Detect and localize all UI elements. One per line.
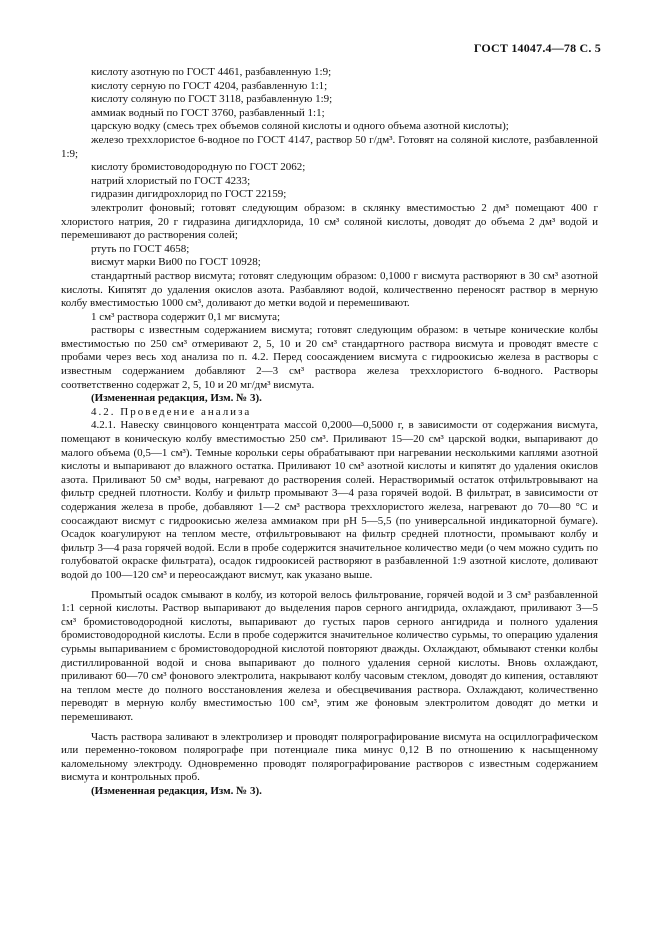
- document-body: [61, 66, 598, 798]
- reagent-item: гидразин дигидрохлорид по ГОСТ 22159;: [91, 188, 287, 201]
- reagent-item: натрий хлористый по ГОСТ 4233;: [91, 174, 251, 187]
- procedure-paragraph: Промытый осадок смывают в колбу, из которой велось фильтрование, горячей водой и 3 см³ разбавленной 1:1 серной кислоты. Раствор выпаривают до выделения паров серного ангидрида, охлаждают, приливают 3—5 см³ бромистоводородной кислоты, выпаривают до густых паров серного ангидрида и полного удаления бромистоводородной кислоты. Если в пробе содержится значительное количество сурьмы, то операцию удаления сурьмы выпариванием с бромистоводородной кислотой повторяют дважды. Охлаждают, обмывают стенки колбы дистиллированной водой и снова выпаривают до полного удаления серной кислоты. Вновь охлаждают, приливают 60—70 см³ фонового электролита, накрывают колбу часовым стеклом, доводят до кипения, оставляют на теплом месте до полного восстановления железа и обесцвечивания раствора. Охлаждают, количественно переводят в мерную колбу вместимостью 100 см³, этим же фоновым электролитом доводят до метки и перемешивают.: [61, 588, 598, 723]
- reagent-item: царскую водку (смесь трех объемов соляной кислоты и одного объема азотной кислоты);: [91, 120, 509, 133]
- reagent-item: висмут марки Ви00 по ГОСТ 10928;: [91, 256, 261, 269]
- reagent-item: растворы с известным содержанием висмута; готовят следующим образом: в четыре конические колбы вместимостью по 250 см³ отмеривают 2, 5, 10 и 20 см³ стандартного раствора висмута и проводят вместе с пробами через весь ход анализа по п. 4.2. Перед соосаждением висмута с гидроокисью железа в растворы с известным содержанием добавляют 2—3 см³ раствора железа треххлористого 6-водного. Растворы соответственно содержат 2, 5, 10 и 20 мг/дм³ висмута.: [61, 324, 598, 391]
- reagent-item: аммиак водный по ГОСТ 3760, разбавленный 1:1;: [91, 106, 325, 119]
- edit-note: (Измененная редакция, Изм. № 3).: [91, 784, 262, 797]
- reagent-item: кислоту серную по ГОСТ 4204, разбавленную 1:1;: [91, 79, 328, 92]
- reagent-item: железо треххлористое 6-водное по ГОСТ 4147, раствор 50 г/дм³. Готовят на соляной кислоте, разбавленной 1:9;: [61, 133, 598, 160]
- page-header: ГОСТ 14047.4—78 С. 5: [473, 41, 601, 55]
- edit-note: (Измененная редакция, Изм. № 3).: [91, 392, 262, 405]
- reagent-item: 1 см³ раствора содержит 0,1 мг висмута;: [91, 310, 281, 323]
- reagent-item: кислоту бромистоводородную по ГОСТ 2062;: [91, 161, 306, 174]
- procedure-paragraph: Часть раствора заливают в электролизер и проводят полярографирование висмута на осциллографическом или переменно-токовом полярографе при потенциале пика минус 0,12 В по отношению к насыщенному каломельному электроду. Одновременно проводят полярографирование растворов с известным содержанием висмута и контрольных проб.: [61, 730, 598, 784]
- procedure-paragraph: 4.2.1. Навеску свинцового концентрата массой 0,2000—0,5000 г, в зависимости от содержания висмута, помещают в коническую колбу вместимостью 250 см³. Приливают 15—20 см³ царской водки, выпаривают до малого объема (0,5—1 см³). Темные корольки серы обрабатывают при нагревании несколькими каплями азотной кислоты и выпаривают до влажного остатка. Приливают 10 см³ азотной кислоты и кипятят до удаления окислов азота. Приливают 50 см³ воды, нагревают до растворения солей. Нерастворимый остаток отфильтровывают на фильтр средней плотности. Колбу и фильтр промывают 3—4 раза горячей водой. В фильтрат, в зависимости от содержания железа в пробе, добавляют 1—2 см³ раствора треххлористого железа, нагревают до 70—80 °С и соосаждают висмут с гидроокисью железа аммиаком при pH 5—5,5 (по универсальной индикаторной бумаге). Осадок коагулируют на теплом месте, отфильтровывают на фильтр средней плотности, промывают колбу и фильтр 3—4 раза горячей водой. Если в пробе содержится значительное количество меди (о чем можно судить по голубоватой окраске фильтрата), осадок гидроокисей растворяют в разбавленной 1:9 азотной кислоте, доливают водой до 100—120 см³ и переосаждают висмут, как указано выше.: [61, 419, 598, 581]
- reagent-item: кислоту азотную по ГОСТ 4461, разбавленную 1:9;: [91, 66, 332, 78]
- reagent-item: стандартный раствор висмута; готовят следующим образом: 0,1000 г висмута растворяют в 30 см³ азотной кислоты. Кипятят до удаления окислов азота. Разбавляют водой, количественно переносят раствор в мерную колбу вместимостью 1000 см³, доливают до метки водой и перемешивают.: [61, 269, 598, 310]
- reagent-item: ртуть по ГОСТ 4658;: [91, 242, 190, 255]
- reagent-item: кислоту соляную по ГОСТ 3118, разбавленную 1:9;: [91, 93, 333, 106]
- section-title: 4.2. Проведение анализа: [91, 405, 252, 418]
- reagent-item: электролит фоновый; готовят следующим образом: в склянку вместимостью 2 дм³ помещают 400 г хлористого натрия, 20 г гидразина дигидхлорида, 10 см³ соляной кислоты, доводят до объема 2 дм³ водой и перемешивают до растворения солей;: [61, 201, 598, 242]
